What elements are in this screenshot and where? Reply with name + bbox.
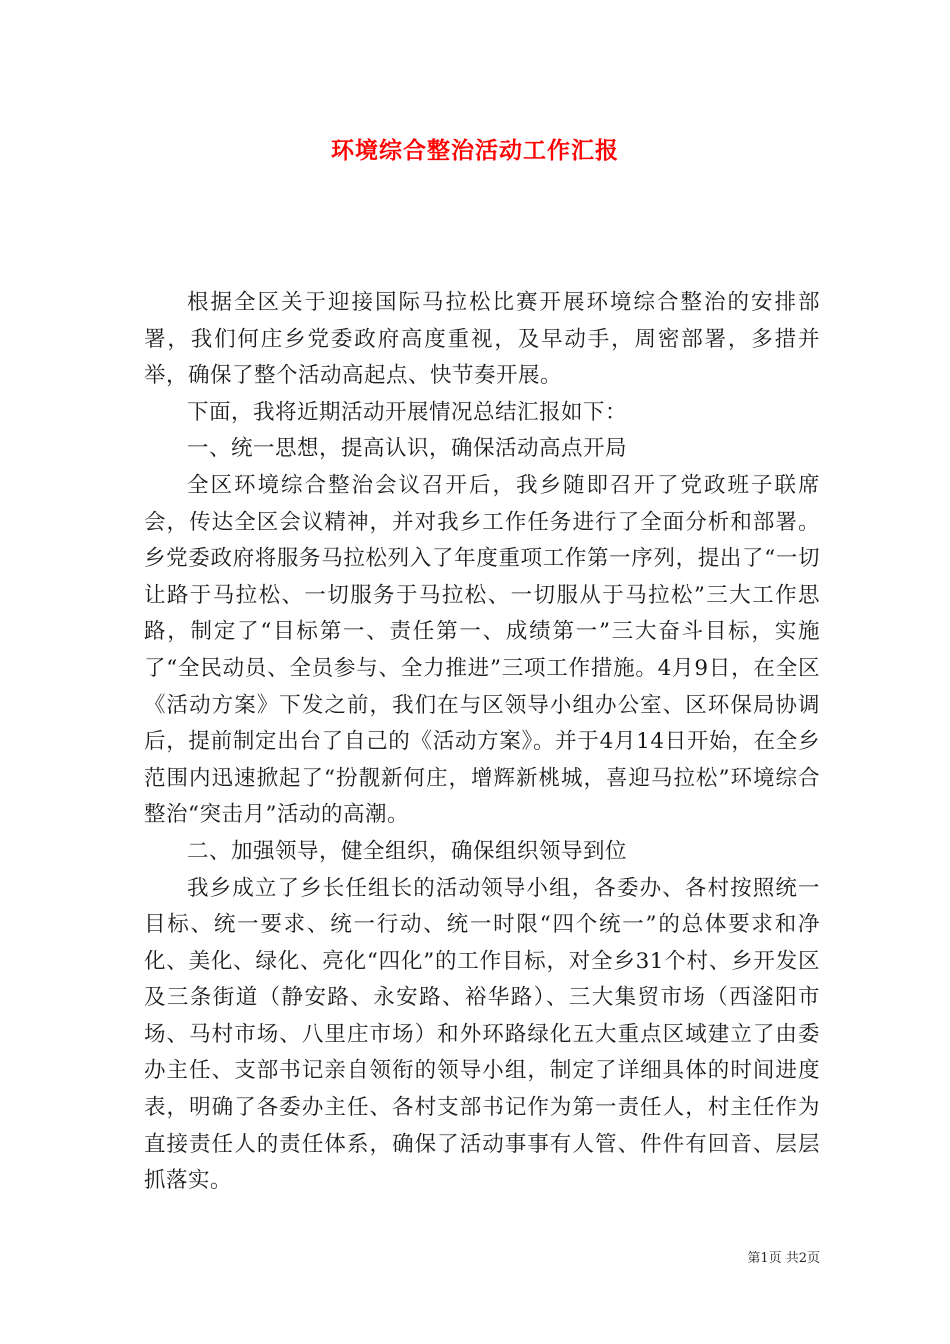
- section-heading-2: 二、加强领导，健全组织，确保组织领导到位: [187, 838, 628, 864]
- paragraph-section-1: 全区环境综合整治会议召开后，我乡随即召开了党政班子联席会，传达全区会议精神，并对我乡工作任务进行了全面分析和部署。乡党委政府将服务马拉松列入了年度重项工作第一序列，提出了“一切让路于马拉松、一切服务于马拉松、一切服从于马拉松”三大工作思路，制定了“目标第一、责任第一、成绩第一”三大奋斗目标，实施了“全民动员、全员参与、全力推进”三项工作措施。4月9日，在全区《活动方案》下发之前，我们在与区领导小组办公室、区环保局协调后，提前制定出台了自己的《活动方案》。并于4月14日开始，在全乡范围内迅速掀起了“扮靓新何庄，增辉新桃城，喜迎马拉松”环境综合整治“突击月”活动的高潮。: [144, 472, 820, 828]
- paragraph-intro: 根据全区关于迎接国际马拉松比赛开展环境综合整治的安排部署，我们何庄乡党委政府高度重视，及早动手，周密部署，多措并举，确保了整个活动高起点、快节奏开展。: [144, 290, 820, 389]
- paragraph-lead-in: 下面，我将近期活动开展情况总结汇报如下：: [187, 399, 628, 425]
- paragraph-section-2: 我乡成立了乡长任组长的活动领导小组，各委办、各村按照统一目标、统一要求、统一行动、统一时限“四个统一”的总体要求和净化、美化、绿化、亮化“四化”的工作目标，对全乡31个村、乡开发区及三条街道（静安路、永安路、裕华路）、三大集贸市场（西滏阳市场、马村市场、八里庄市场）和外环路绿化五大重点区域建立了由委办主任、支部书记亲自领衔的领导小组，制定了详细具体的时间进度表，明确了各委办主任、各村支部书记作为第一责任人，村主任作为直接责任人的责任体系，确保了活动事事有人管、件件有回音、层层抓落实。: [144, 875, 820, 1194]
- page-number: 第1页 共2页: [747, 1251, 820, 1266]
- section-heading-1: 一、统一思想，提高认识，确保活动高点开局: [187, 436, 628, 462]
- document-body: [144, 285, 820, 1200]
- document-title: 环境综合整治活动工作汇报: [331, 137, 619, 164]
